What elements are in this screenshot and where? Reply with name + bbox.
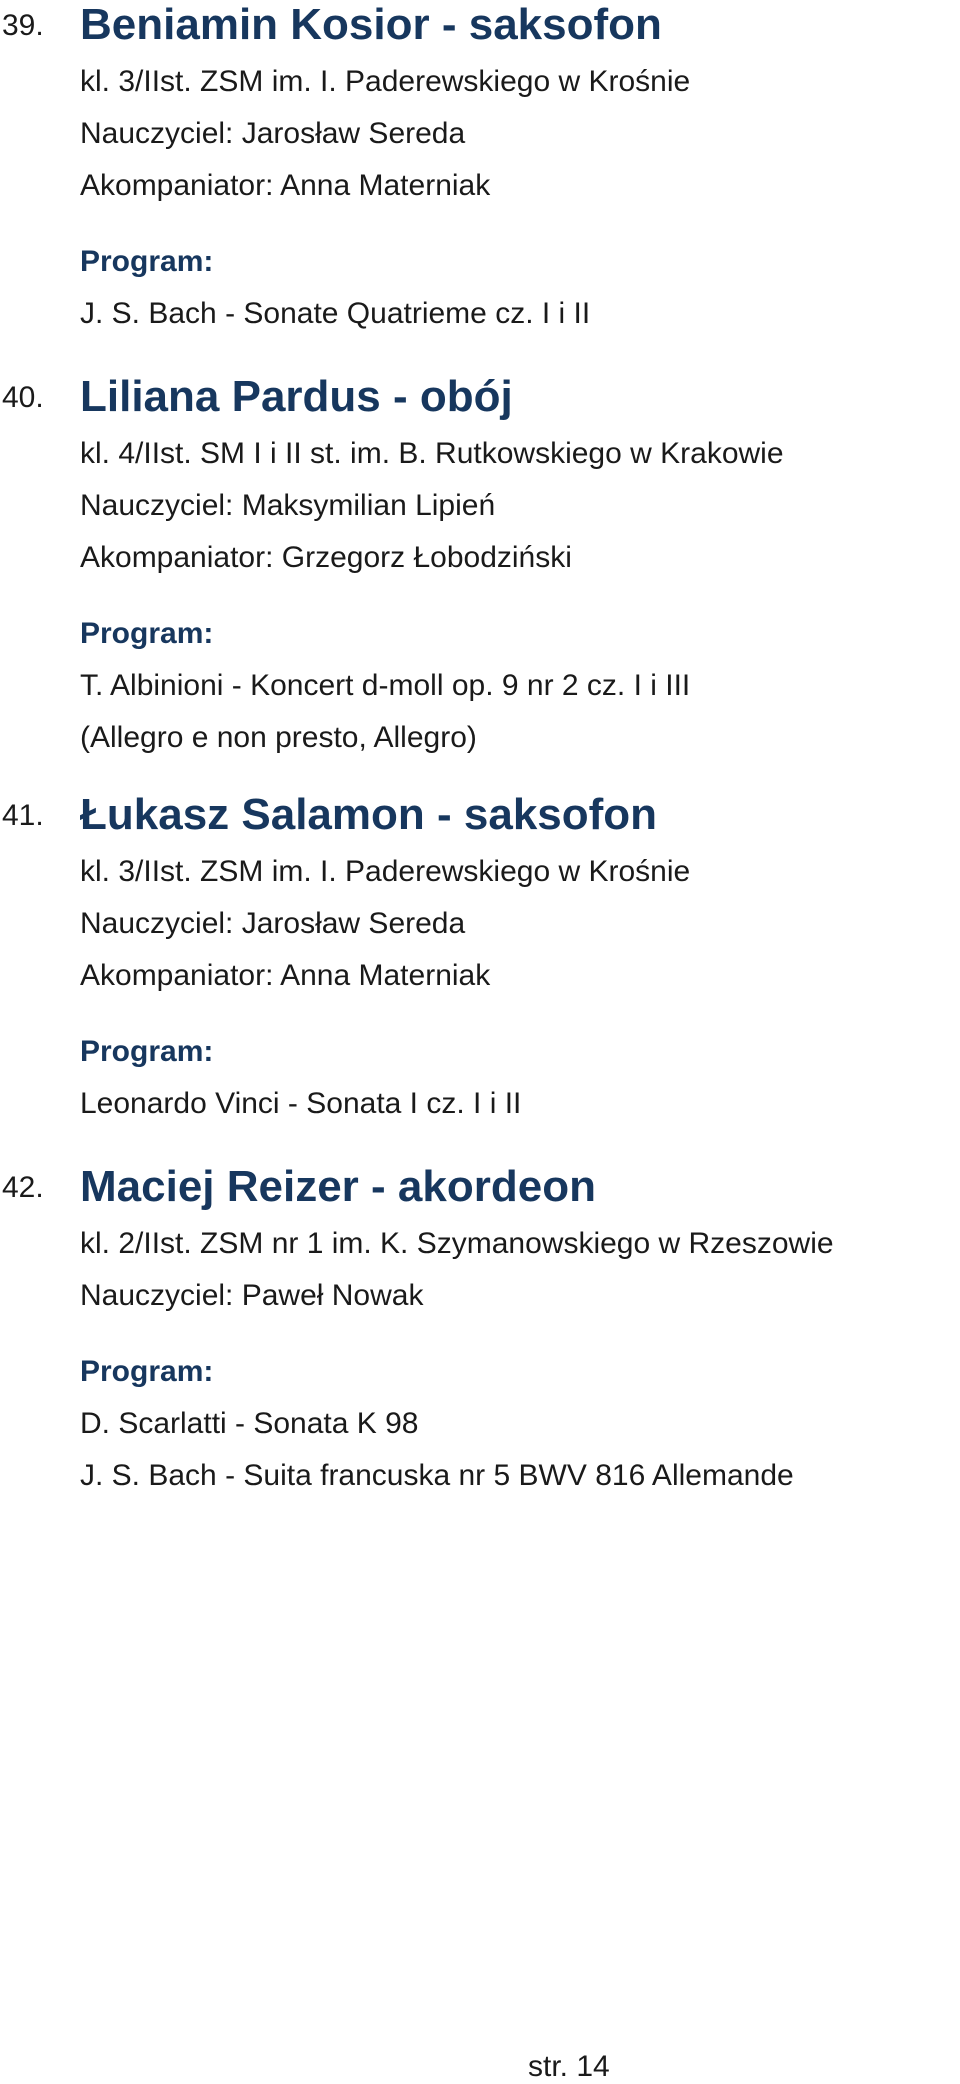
entry-school: kl. 2/IIst. ZSM nr 1 im. K. Szymanowskiego w Rzeszowie [80, 1227, 834, 1260]
entry-teacher: Nauczyciel: Maksymilian Lipień [80, 489, 496, 522]
program-item: Leonardo Vinci - Sonata I cz. I i II [80, 1087, 522, 1120]
entry-accompanist: Akompaniator: Grzegorz Łobodziński [80, 541, 572, 574]
entry-accompanist: Akompaniator: Anna Materniak [80, 959, 491, 992]
entry-title: Liliana Pardus - obój [80, 372, 513, 421]
page-number: str. 14 [528, 2050, 610, 2083]
program-item: J. S. Bach - Sonate Quatrieme cz. I i II [80, 297, 591, 330]
program-item: D. Scarlatti - Sonata K 98 [80, 1407, 419, 1440]
program-label: Program: [80, 1355, 214, 1388]
entry-school: kl. 3/IIst. ZSM im. I. Paderewskiego w Krośnie [80, 855, 691, 888]
program-item: J. S. Bach - Suita francuska nr 5 BWV 816 Allemande [80, 1459, 794, 1492]
entry-accompanist: Akompaniator: Anna Materniak [80, 169, 491, 202]
entry-title: Łukasz Salamon - saksofon [80, 790, 658, 839]
entry-teacher: Nauczyciel: Jarosław Sereda [80, 907, 466, 940]
entry-title: Beniamin Kosior - saksofon [80, 0, 662, 49]
entry-number: 39. [2, 9, 44, 42]
program-label: Program: [80, 617, 214, 650]
program-label: Program: [80, 1035, 214, 1068]
entry-number: 42. [2, 1171, 44, 1204]
program-label: Program: [80, 245, 214, 278]
entry-school: kl. 4/IIst. SM I i II st. im. B. Rutkowskiego w Krakowie [80, 437, 784, 470]
entry-school: kl. 3/IIst. ZSM im. I. Paderewskiego w Krośnie [80, 65, 691, 98]
entry-title: Maciej Reizer - akordeon [80, 1162, 596, 1211]
entry-teacher: Nauczyciel: Paweł Nowak [80, 1279, 424, 1312]
entry-number: 41. [2, 799, 44, 832]
program-item: T. Albinioni - Koncert d-moll op. 9 nr 2 cz. I i III [80, 669, 691, 702]
program-item: (Allegro e non presto, Allegro) [80, 721, 477, 754]
entry-number: 40. [2, 381, 44, 414]
entry-teacher: Nauczyciel: Jarosław Sereda [80, 117, 466, 150]
